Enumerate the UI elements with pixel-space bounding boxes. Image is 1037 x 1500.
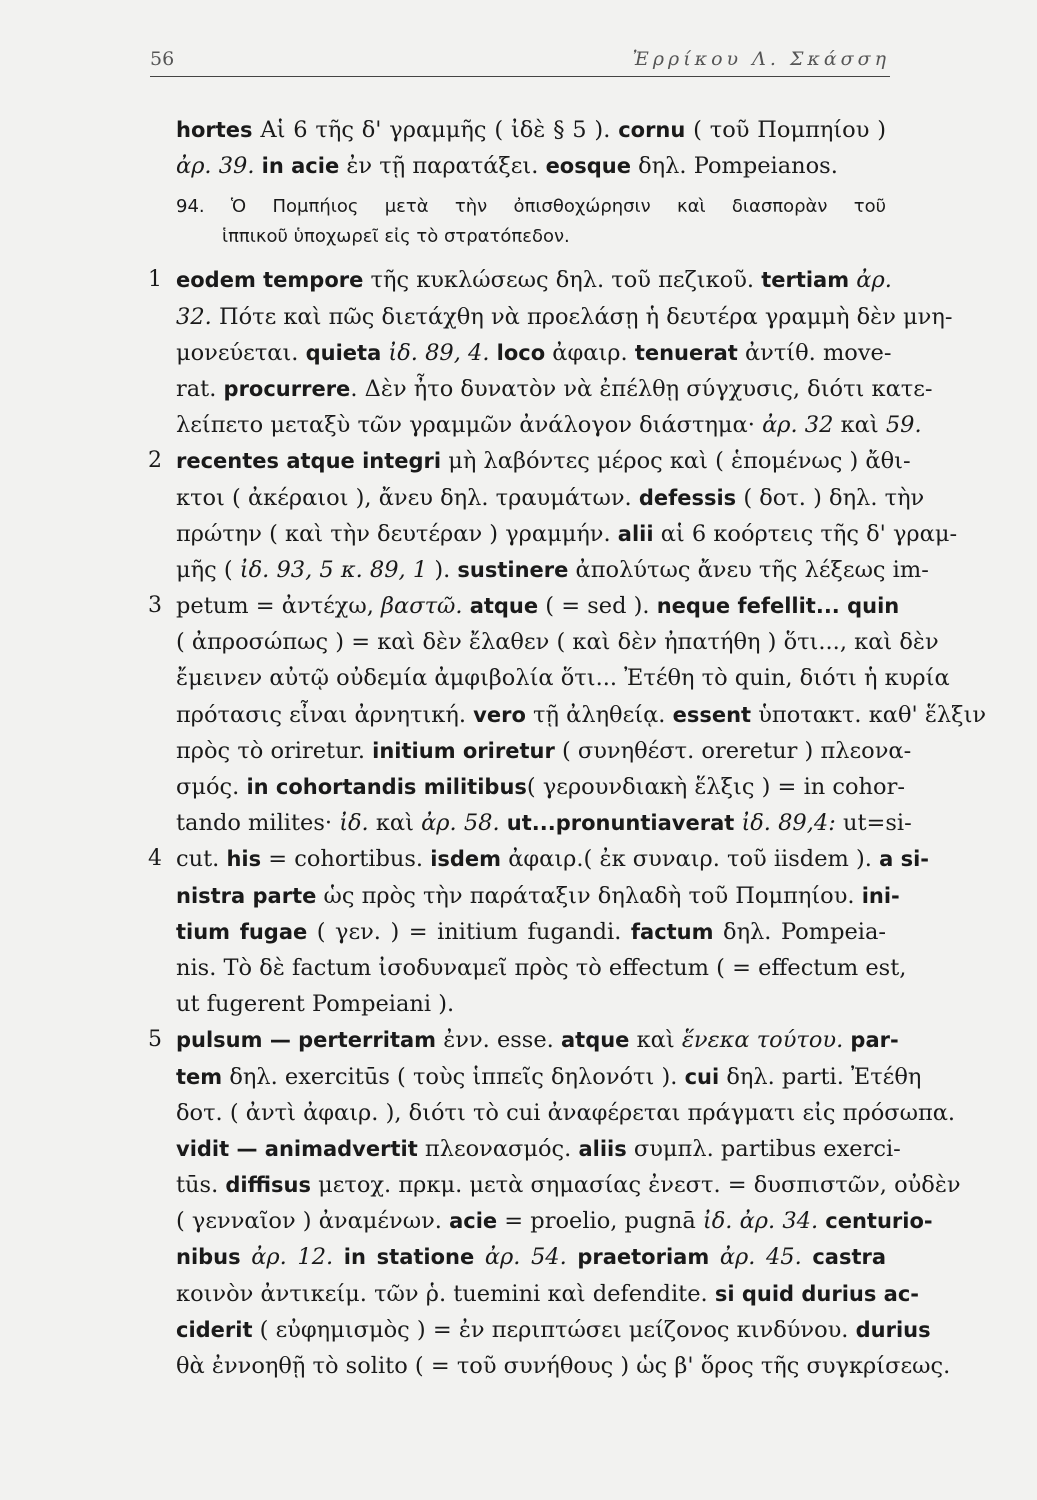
latin-lemma: ini-	[861, 883, 900, 908]
gloss-text: petum = ἀντέχω,	[176, 593, 382, 620]
text-line	[148, 443, 911, 479]
latin-lemma: tem	[176, 1064, 223, 1089]
gloss-text: ( γενναῖον ) ἀναμένων.	[176, 1208, 450, 1235]
gloss-text: = proelio, pugnā	[497, 1208, 703, 1235]
gloss-text: ἐν τῇ παρατάξει.	[339, 153, 546, 180]
reference: βαστῶ.	[381, 593, 463, 620]
paragraph-number: 2	[148, 448, 162, 474]
latin-lemma: recentes atque integri	[176, 449, 442, 474]
text-line	[176, 1312, 931, 1348]
latin-lemma: cui	[684, 1064, 720, 1089]
reference: ἀρ. 12.	[251, 1244, 334, 1271]
latin-lemma: defessis	[638, 485, 737, 510]
gloss-text: μετοχ. πρκμ. μετὰ σημασίας ἐνεστ. = δυσπιστῶν, οὐδὲν	[311, 1172, 961, 1199]
paragraph-number: 5	[148, 1027, 162, 1053]
gloss-text: ἔμεινεν αὐτῷ οὐδεμία ἀμφιβολία ὅτι... Ἐτέθη τὸ quin, διότι ἡ κυρία	[176, 665, 950, 692]
section-heading	[176, 192, 886, 252]
latin-lemma: cornu	[618, 118, 686, 142]
gloss-text	[567, 1244, 578, 1270]
text-line	[176, 769, 905, 805]
latin-lemma: loco	[496, 340, 546, 365]
gloss-text	[241, 1244, 252, 1270]
gloss-text: αἱ 6 κοόρτεις τῆς δ' γραμ-	[653, 520, 958, 547]
gloss-text: ).	[427, 556, 458, 583]
latin-lemma: procurrere	[223, 376, 351, 401]
text-line	[176, 986, 886, 1022]
latin-lemma: quieta	[305, 340, 382, 365]
latin-lemma: hortes	[176, 118, 253, 142]
gloss-text: ( γεν. ) = initium fugandi.	[307, 918, 631, 945]
latin-lemma: in acie	[261, 154, 340, 179]
gloss-text: καὶ	[368, 810, 422, 837]
text-line	[176, 697, 987, 733]
gloss-text	[500, 810, 507, 836]
gloss-text: tūs.	[176, 1172, 226, 1199]
gloss-text: ut=si-	[835, 810, 912, 837]
paragraph-number: 3	[148, 593, 162, 619]
gloss-text: μονεύεται.	[176, 339, 306, 366]
page-number: 56	[150, 48, 175, 70]
commentary-text	[148, 112, 987, 1384]
reference: ἀρ. 54.	[484, 1244, 567, 1271]
gloss-text: ἀφαιρ.	[545, 339, 635, 366]
latin-lemma: in statione	[343, 1245, 475, 1270]
gloss-text: πρότασις εἶναι ἀρνητική.	[176, 701, 474, 728]
text-line	[148, 1022, 899, 1058]
gloss-text: πρὸς τὸ oriretur.	[176, 737, 373, 764]
latin-lemma: eosque	[545, 154, 631, 179]
text-line	[176, 1059, 922, 1095]
gloss-text: μῆς (	[176, 556, 240, 583]
latin-lemma: diffisus	[225, 1173, 311, 1198]
text-line	[176, 299, 953, 335]
text-line	[176, 733, 912, 769]
gloss-text: δοτ. ( ἀντὶ ἀφαιρ. ), διότι τὸ cui ἀναφέρεται πράγματι εἰς πρόσωπα.	[176, 1099, 956, 1126]
gloss-text	[802, 1244, 813, 1270]
section-heading-line: 94. Ὁ Πομπήιος μετὰ τὴν ὀπισθοχώρησιν καὶ διασπορὰν τοῦ	[176, 196, 886, 218]
text-line	[176, 1203, 933, 1239]
gloss-text	[255, 153, 262, 179]
latin-lemma: factum	[630, 919, 714, 944]
gloss-text: cut.	[176, 846, 227, 873]
gloss-text	[333, 1244, 344, 1270]
latin-lemma: alii	[617, 521, 654, 546]
latin-lemma: in cohortandis militibus	[246, 775, 527, 799]
latin-lemma: vidit — animadvertit	[176, 1136, 418, 1161]
text-line	[176, 552, 929, 588]
reference: ἕνεκα τούτου.	[681, 1027, 844, 1054]
text-line	[176, 660, 950, 696]
gloss-text: πλεονασμός.	[417, 1135, 579, 1162]
gloss-text	[489, 340, 496, 366]
gloss-text	[474, 1244, 485, 1270]
gloss-text: ἐνν. esse.	[436, 1027, 561, 1054]
latin-lemma: a si-	[879, 847, 929, 872]
text-line	[176, 914, 886, 950]
latin-lemma: ut...pronuntiaverat	[506, 811, 735, 836]
latin-lemma: pulsum — perterritam	[176, 1028, 437, 1053]
text-line	[176, 805, 912, 841]
gloss-text: ὡς πρὸς τὴν παράταξιν δηλαδὴ τοῦ Πομπηίου.	[316, 882, 862, 909]
reference: ἀρ. 32	[762, 412, 834, 439]
reference: ἰδ.	[339, 810, 369, 837]
reference: ἰδ. 89, 4.	[388, 339, 490, 366]
latin-lemma: initium oriretur	[372, 738, 555, 763]
gloss-text: τῇ ἀληθείᾳ.	[525, 701, 673, 728]
reference: ἰδ. ἀρ. 34.	[702, 1208, 819, 1235]
latin-lemma: eodem tempore	[176, 268, 364, 293]
reference: ἰδ. 89,4:	[741, 810, 836, 837]
text-line	[176, 148, 886, 184]
gloss-text: Πότε καὶ πῶς διετάχθη νὰ προελάσῃ ἡ δευτέρα γραμμὴ δὲν μνη-	[211, 303, 953, 330]
text-line	[176, 516, 958, 552]
page-header	[150, 44, 890, 77]
latin-lemma: vero	[473, 702, 526, 727]
latin-lemma: praetoriam	[577, 1245, 710, 1270]
gloss-text: rat.	[176, 375, 224, 402]
gloss-text: ut fugerent Pompeiani ).	[176, 991, 455, 1018]
text-line	[176, 1348, 951, 1384]
latin-lemma: atque	[469, 594, 539, 619]
gloss-text: ( ἀπροσώπως ) = καὶ δὲν ἔλαθεν ( καὶ δὲν ἠπατήθη ) ὅτι..., καὶ δὲν	[176, 629, 939, 656]
gloss-text: σμός.	[176, 774, 247, 800]
latin-lemma: atque	[560, 1028, 630, 1053]
latin-lemma: sustinere	[457, 557, 569, 582]
text-line	[148, 588, 900, 624]
gloss-text: ἀπολύτως ἄνευ τῆς λέξεως im-	[568, 556, 929, 583]
text-line	[176, 878, 900, 914]
gloss-text: μὴ λαβόντες μέρος καὶ ( ἑπομένως ) ἄθι-	[441, 448, 911, 475]
text-line	[176, 1095, 956, 1131]
gloss-text: δηλ. Pompeianos.	[630, 153, 838, 180]
gloss-text	[463, 593, 470, 619]
text-line	[176, 1239, 886, 1275]
latin-lemma: centurio-	[825, 1209, 933, 1234]
latin-lemma: tertiam	[761, 268, 850, 293]
latin-lemma: his	[226, 847, 262, 872]
gloss-text: κτοι ( ἀκέραιοι ), ἄνευ δηλ. τραυμάτων.	[176, 484, 639, 511]
gloss-text: ἀφαιρ.( ἐκ συναιρ. τοῦ iisdem ).	[501, 846, 880, 873]
reference: 59.	[885, 412, 922, 439]
text-line	[176, 624, 939, 660]
gloss-text: = cohortibus.	[261, 846, 431, 873]
latin-lemma: nistra parte	[176, 883, 317, 908]
latin-lemma: ciderit	[176, 1317, 253, 1342]
reference: ἀρ. 39.	[176, 153, 255, 180]
text-line	[176, 1276, 919, 1312]
running-head: Ἐρρίκου Λ. Σκάσση	[632, 48, 890, 70]
gloss-text	[709, 1244, 720, 1270]
gloss-text: ( δοτ. ) δηλ. τὴν	[736, 484, 925, 511]
gloss-text: ( = sed ).	[538, 593, 657, 620]
gloss-text: τῆς κυκλώσεως δηλ. τοῦ πεζικοῦ.	[363, 267, 762, 294]
reference: 32.	[176, 303, 212, 330]
gloss-text: Αἱ 6 τῆς δ' γραμμῆς ( ἰδὲ § 5 ).	[252, 117, 619, 143]
latin-lemma: tium fugae	[176, 919, 308, 944]
text-line	[176, 371, 933, 407]
gloss-text: δηλ. Pompeia-	[713, 918, 886, 945]
gloss-text: καὶ	[833, 412, 886, 439]
gloss-text: συμπλ. partibus exerci-	[626, 1135, 901, 1162]
text-line	[176, 950, 907, 986]
paragraph-number: 4	[148, 846, 162, 872]
latin-lemma: isdem	[430, 847, 502, 872]
reference: ἀρ. 58.	[421, 810, 500, 837]
reference: ἀρ.	[856, 267, 892, 294]
latin-lemma: essent	[672, 702, 752, 727]
latin-lemma: neque fefellit... quin	[656, 594, 900, 619]
latin-lemma: durius	[855, 1317, 931, 1342]
text-line	[148, 262, 892, 298]
latin-lemma: si quid durius ac-	[714, 1281, 919, 1306]
reference: ἰδ. 93, 5 κ. 89, 1	[239, 556, 428, 583]
text-line	[176, 480, 925, 516]
reference: ἀρ. 45.	[719, 1244, 802, 1271]
latin-lemma: castra	[812, 1245, 887, 1270]
gloss-text: . Δὲν ἦτο δυνατὸν νὰ ἐπέλθῃ σύγχυσις, διότι κατε-	[350, 375, 933, 402]
gloss-text: δηλ. parti. Ἐτέθη	[719, 1063, 922, 1090]
latin-lemma: acie	[449, 1209, 498, 1234]
gloss-text: ὑποτακτ. καθ' ἕλξιν	[751, 701, 987, 728]
gloss-text: ( τοῦ Πομπηίου )	[685, 117, 886, 143]
gloss-text: δηλ. exercitūs ( τοὺς ἱππεῖς δηλονότι ).	[222, 1063, 685, 1090]
gloss-text: ἀντίθ. move-	[737, 339, 892, 366]
gloss-text: θὰ ἐννοηθῇ τὸ solito ( = τοῦ συνήθους ) ὡς β' ὅρος τῆς συγκρίσεως.	[176, 1353, 951, 1379]
latin-lemma: nibus	[176, 1245, 241, 1270]
latin-lemma: aliis	[578, 1136, 627, 1161]
text-line	[176, 1167, 961, 1203]
text-line	[176, 335, 892, 371]
gloss-text: tando milites·	[176, 810, 340, 837]
text-line	[176, 407, 922, 443]
gloss-text: nis. Τὸ δὲ factum ἰσοδυναμεῖ πρὸς τὸ effectum ( = effectum est,	[176, 954, 907, 981]
gloss-text: πρώτην ( καὶ τὴν δευτέραν ) γραμμήν.	[176, 520, 618, 547]
text-line	[176, 112, 886, 148]
gloss-text: κοινὸν ἀντικείμ. τῶν ῥ. tuemini καὶ defendite.	[176, 1280, 715, 1307]
latin-lemma: tenuerat	[634, 340, 738, 365]
text-line	[148, 841, 929, 877]
gloss-text: λείπετο μεταξὺ τῶν γραμμῶν ἀνάλογον διάστημα·	[176, 412, 763, 439]
gloss-text: καὶ	[629, 1027, 682, 1054]
paragraph-number: 1	[148, 267, 162, 293]
latin-lemma: par-	[850, 1028, 899, 1053]
gloss-text: ( γερουνδιακὴ ἕλξις ) = in cohor-	[526, 774, 905, 800]
section-heading-line: ἱππικοῦ ὑποχωρεῖ εἰς τὸ στρατόπεδον.	[222, 226, 570, 248]
gloss-text: ( συνηθέστ. oreretur ) πλεονα-	[554, 737, 912, 764]
gloss-text: ( εὐφημισμὸς ) = ἐν περιπτώσει μείζονος κινδύνου.	[252, 1316, 856, 1343]
text-line	[176, 1131, 901, 1167]
